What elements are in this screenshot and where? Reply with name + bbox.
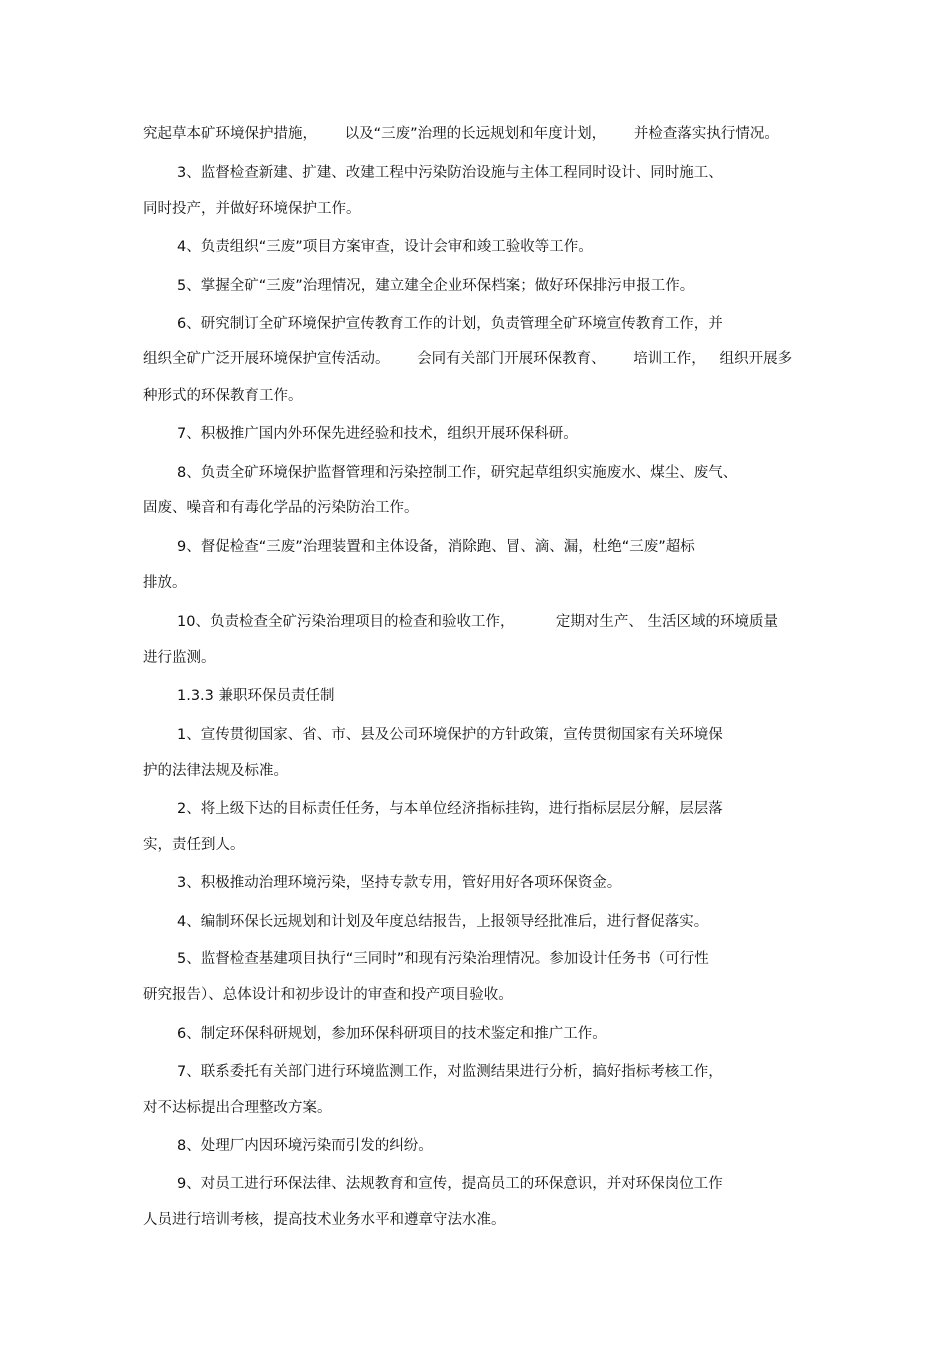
text-line: 排放。 [143,575,187,591]
text-line: 同时投产，并做好环境保护工作。 [143,201,361,217]
text-line: 8、负责全矿环境保护监督管理和污染控制工作，研究起草组织实施废水、煤尘、废气、 [177,465,738,481]
text-line: 究起草本矿环境保护措施， 以及“三废”治理的长远规划和年度计划， 并检查落实执行情况。 [143,126,779,142]
text-line: 5、掌握全矿“三废”治理情况，建立建全企业环保档案；做好环保排污申报工作。 [177,278,695,294]
text-line: 研究报告）、总体设计和初步设计的审查和投产项目验收。 [143,987,513,1003]
text-line: 进行监测。 [143,650,216,666]
text-line: 对不达标提出合理整改方案。 [143,1100,332,1116]
text-line: 护的法律法规及标准。 [143,763,288,779]
text-line: 9、督促检查“三废”治理装置和主体设备，消除跑、冒、滴、漏，杜绝“三废”超标 [177,539,695,555]
text-line: 2、将上级下达的目标责任任务，与本单位经济指标挂钩，进行指标层层分解，层层落 [177,801,723,817]
text-line: 10、负责检查全矿污染治理项目的检查和验收工作， 定期对生产、 生活区域的环境质量 [177,614,779,630]
text-line: 实，责任到人。 [143,837,245,853]
text-line: 固废、噪音和有毒化学品的污染防治工作。 [143,500,419,516]
text-line: 6、研究制订全矿环境保护宣传教育工作的计划，负责管理全矿环境宣传教育工作，并 [177,316,723,332]
text-line: 4、负责组织“三废”项目方案审查，设计会审和竣工验收等工作。 [177,239,593,255]
text-line: 7、联系委托有关部门进行环境监测工作，对监测结果进行分析，搞好指标考核工作， [177,1064,723,1080]
text-line: 3、积极推动治理环境污染，坚持专款专用，管好用好各项环保资金。 [177,875,622,891]
text-line: 种形式的环保教育工作。 [143,388,303,404]
text-line: 人员进行培训考核，提高技术业务水平和遵章守法水准。 [143,1212,506,1228]
text-line: 6、制定环保科研规划，参加环保科研项目的技术鉴定和推广工作。 [177,1026,607,1042]
text-line: 9、对员工进行环保法律、法规教育和宣传，提高员工的环保意识，并对环保岗位工作 [177,1176,723,1192]
section-heading: 1.3.3 兼职环保员责任制 [177,688,335,704]
text-line: 8、处理厂内因环境污染而引发的纠纷。 [177,1138,433,1154]
text-line: 7、积极推广国内外环保先进经验和技术，组织开展环保科研。 [177,426,578,442]
text-line: 4、编制环保长远规划和计划及年度总结报告，上报领导经批准后，进行督促落实。 [177,914,709,930]
text-line: 1、宣传贯彻国家、省、市、县及公司环境保护的方针政策，宣传贯彻国家有关环境保 [177,727,723,743]
text-line: 5、监督检查基建项目执行“三同时”和现有污染治理情况。参加设计任务书（可行性 [177,951,709,967]
text-line: 组织全矿广泛开展环境保护宣传活动。 会同有关部门开展环保教育、 培训工作， 组织开展多 [143,351,793,367]
text-line: 3、监督检查新建、扩建、改建工程中污染防治设施与主体工程同时设计、同时施工、 [177,165,723,181]
